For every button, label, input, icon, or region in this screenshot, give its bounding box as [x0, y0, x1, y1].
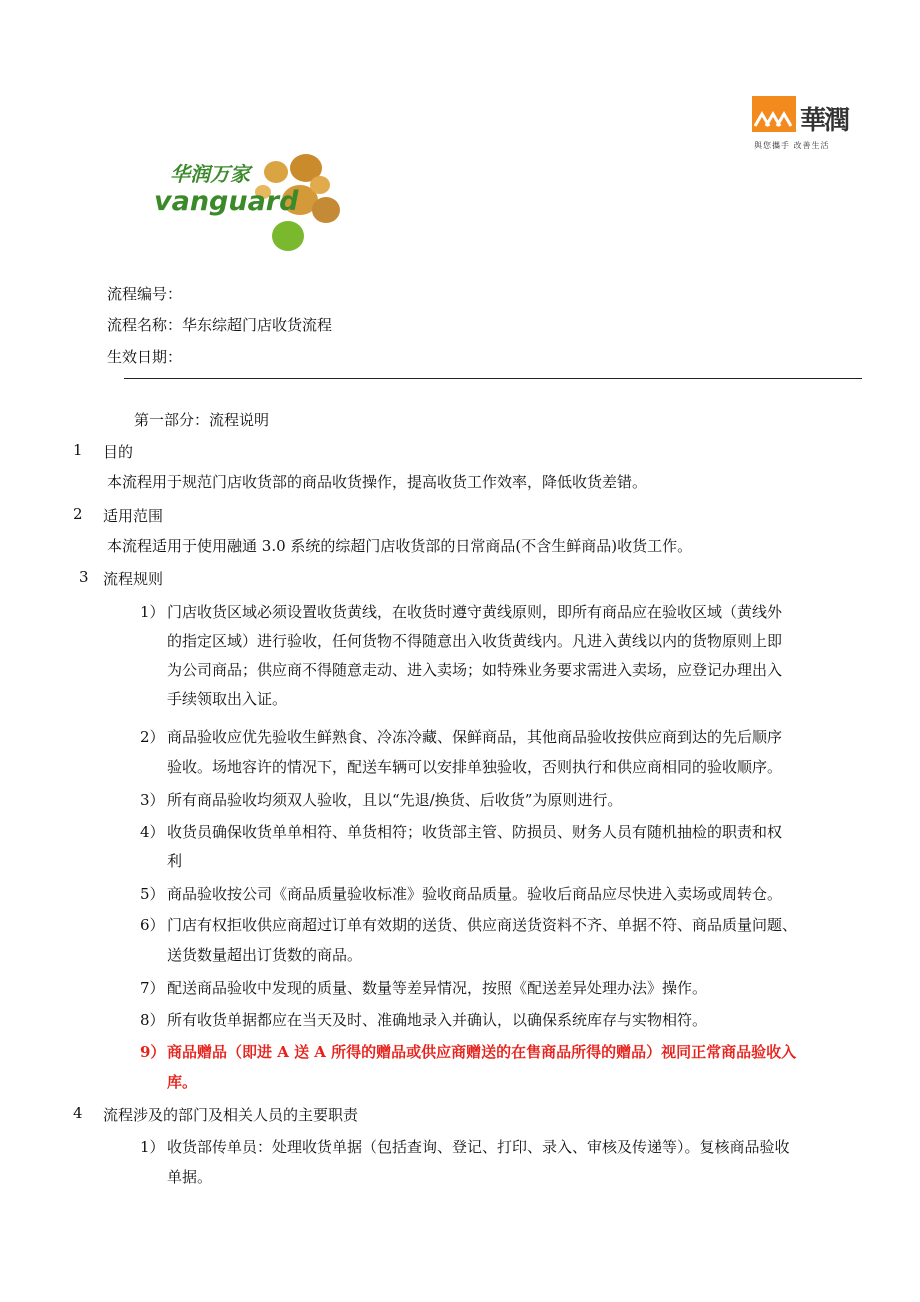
- section1-number: 1: [73, 441, 83, 459]
- rule-number: 3）: [140, 791, 165, 809]
- section1-body: 本流程用于规范门店收货部的商品收货操作，提高收货工作效率，降低收货差错。: [107, 473, 648, 491]
- part1-title: 第一部分：流程说明: [134, 411, 270, 429]
- rule-number: 2）: [140, 728, 165, 746]
- process-name-label: 流程名称：华东综超门店收货流程: [107, 316, 333, 334]
- rule-number: 5）: [140, 885, 165, 903]
- rule-line: 利: [167, 852, 183, 870]
- rule-line: 配送商品验收中发现的质量、数量等差异情况，按照《配送差异处理办法》操作。: [167, 979, 708, 997]
- effective-date-label: 生效日期：: [107, 348, 183, 366]
- rule-line: 所有商品验收均须双人验收，且以“先退/换货、后收货”为原则进行。: [167, 791, 623, 809]
- duty-line: 单据。: [167, 1168, 213, 1186]
- section3-number: 3: [79, 568, 89, 586]
- rule-line: 送货数量超出订货数的商品。: [167, 946, 363, 964]
- section2-body: 本流程适用于使用融通 3.0 系统的综超门店收货部的日常商品(不含生鲜商品)收货工作。: [107, 537, 693, 555]
- rule-number: 8）: [140, 1011, 165, 1029]
- section4-title: 流程涉及的部门及相关人员的主要职责: [103, 1106, 359, 1124]
- duty-number: 1）: [140, 1138, 165, 1156]
- rule-line: 为公司商品；供应商不得随意走动、进入卖场；如特殊业务要求需进入卖场，应登记办理出入: [167, 661, 783, 679]
- china-resources-slogan: 與您攜手 改善生活: [754, 141, 830, 150]
- section2-number: 2: [73, 505, 83, 523]
- rule-line: 门店收货区域必须设置收货黄线，在收货时遵守黄线原则，即所有商品应在验收区域（黄线外: [167, 603, 783, 621]
- rule-number: 7）: [140, 979, 165, 997]
- vanguard-cn-name: 华润万家: [170, 162, 250, 186]
- rule-line-highlight: 库。: [167, 1073, 198, 1091]
- rule-number: 6）: [140, 916, 165, 934]
- rule-number: 1）: [140, 603, 165, 621]
- section4-number: 4: [73, 1104, 83, 1122]
- rule-line: 手续领取出入证。: [167, 690, 288, 708]
- rule-line: 所有收货单据都应在当天及时、准确地录入并确认，以确保系统库存与实物相符。: [167, 1011, 708, 1029]
- header-divider: [124, 378, 862, 379]
- china-resources-brand: 華潤: [800, 106, 849, 136]
- rule-number-highlight: 9）: [140, 1043, 166, 1061]
- rule-line: 验收。场地容许的情况下，配送车辆可以安排单独验收，否则执行和供应商相同的验收顺序。: [167, 758, 783, 776]
- rule-line: 的指定区域）进行验收，任何货物不得随意出入收货黄线内。凡进入黄线以内的货物原则上即: [167, 632, 783, 650]
- rule-line: 门店有权拒收供应商超过订单有效期的送货、供应商送货资料不齐、单据不符、商品质量问题、: [167, 916, 798, 934]
- rule-line: 商品验收按公司《商品质量验收标准》验收商品质量。验收后商品应尽快进入卖场或周转仓。: [167, 885, 783, 903]
- rule-line: 收货员确保收货单单相符、单货相符；收货部主管、防损员、财务人员有随机抽检的职责和权: [167, 823, 783, 841]
- china-resources-logo: [752, 96, 862, 156]
- rule-line-highlight: 商品赠品（即进 A 送 A 所得的赠品或供应商赠送的在售商品所得的赠品）视同正常商品验收入: [167, 1043, 797, 1061]
- section1-title: 目的: [103, 443, 134, 461]
- process-number-label: 流程编号：: [107, 285, 183, 303]
- duty-line: 收货部传单员：处理收货单据（包括查询、登记、打印、录入、审核及传递等）。复核商品验收: [167, 1138, 790, 1156]
- section2-title: 适用范围: [103, 507, 164, 525]
- vanguard-en-name: vanguard: [154, 186, 299, 217]
- section3-title: 流程规则: [103, 570, 164, 588]
- rule-line: 商品验收应优先验收生鲜熟食、冷冻冷藏、保鲜商品，其他商品验收按供应商到达的先后顺序: [167, 728, 783, 746]
- vanguard-logo: [148, 150, 348, 262]
- rule-number: 4）: [140, 823, 165, 841]
